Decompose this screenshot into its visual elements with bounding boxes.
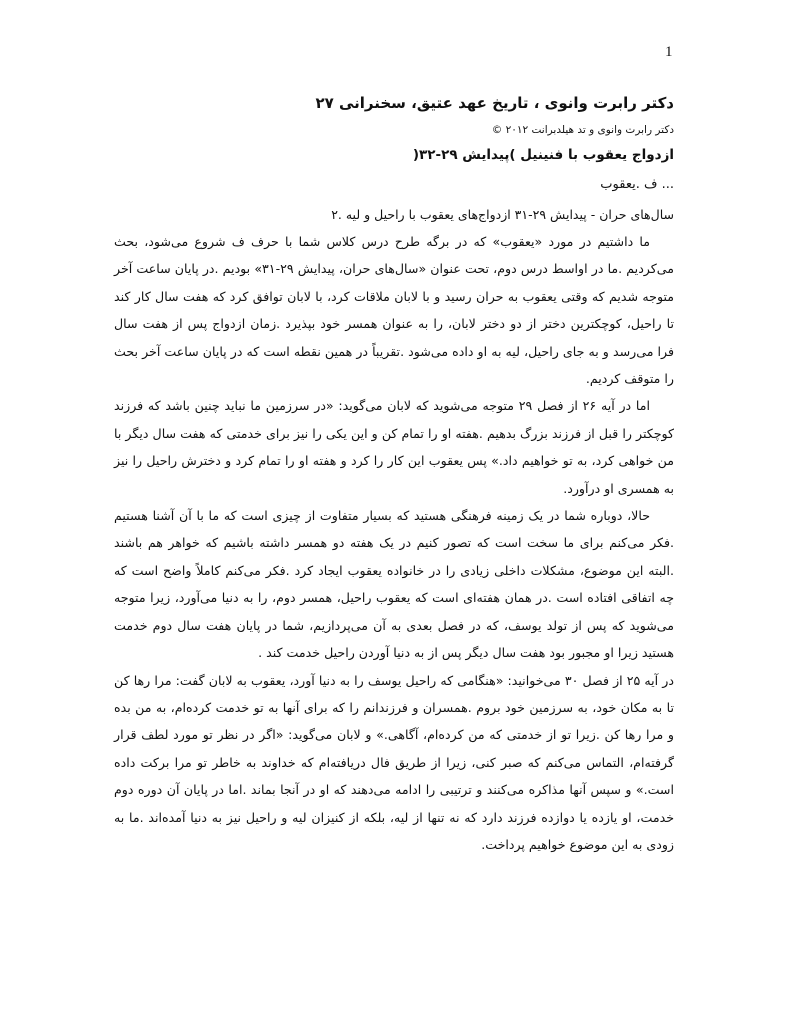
subsection-heading: سال‌های حران - پیدایش ۲۹-۳۱ ازدواج‌های یعقوب با راحیل و لیه .۲	[331, 207, 674, 222]
section-heading: ... ف .یعقوب	[600, 177, 674, 192]
paragraph-4: در آیه ۲۵ از فصل ۳۰ می‌خوانید: «هنگامی که راحیل یوسف را به دنیا آورد، یعقوب به لابان گفت: مرا رها کن تا به مکان خود، به سرزمین خود بروم .همسران و فرزندانم را که برای آنها به تو خدمت کرده‌ام، به من بده و مرا رها کن .زیرا تو از خدمتی که من کرده‌ام، آگاهی.» و لابان می‌گوید: «اگر در نظر تو مورد لطف قرار گرفته‌ام، التماس می‌کنم که صبر کنی، زیرا از طریق فال دریافته‌ام که خداوند به خاطر تو مرا برکت داده است.» و سپس آنها مذاکره می‌کنند و ترتیبی را ادامه می‌دهند که او در آنجا بماند .اما در پایان آن دوره دوم خدمت، او یازده یا دوازده فرزند دارد که نه تنها از لیه، بلکه از کنیزان لیه و راحیل نیز به دنیا آمده‌اند .ما به زودی به این موضوع خواهیم پرداخت.	[114, 672, 674, 852]
paragraph-1: ما داشتیم در مورد «یعقوب» که در برگه طرح درس کلاس شما با حرف ف شروع می‌شود، بحث می‌کردیم .ما در اواسط درس دوم، تحت عنوان «سال‌های حران، پیدایش ۲۹-۳۱» بودیم .در پایان ساعت آخر متوجه شدیم که وقتی یعقوب به حران رسید و با لابان ملاقات کرد، با لابان توافق کرد که هفت سال کار کند تا راحیل، کوچکترین دختر از دو دختر لابان، را به عنوان همسر خود بپذیرد .زمان ازدواج پس از هفت سال فرا می‌رسد و به جای راحیل، لیه به او داده می‌شود .تقریباً در همین نقطه است که در پایان ساعت آخر بحث را متوقف کردیم.	[114, 234, 674, 387]
lecture-title: دکتر رابرت وانوی ، تاریخ عهد عتیق، سخنرانی ۲۷	[315, 94, 674, 112]
page-number: 1	[665, 44, 673, 60]
copyright-line: دکتر رابرت وانوی و تد هیلدبرانت ۲۰۱۲ ©	[491, 124, 674, 136]
paragraph-2: اما در آیه ۲۶ از فصل ۲۹ متوجه می‌شوید که لابان می‌گوید: «در سرزمین ما نباید چنین باشد که فرزند کوچکتر را قبل از فرزند بزرگ بدهیم .هفته او را تمام کن و این یکی را نیز برای خدمتی که هفت سال دیگر با من خواهی کرد، به تو خواهیم داد.» پس یعقوب این کار را کرد و هفته او را تمام کرد و دخترش راحیل را نیز به همسری او درآورد.	[114, 398, 674, 496]
paragraph-3: حالا، دوباره شما در یک زمینه فرهنگی هستید که بسیار متفاوت از چیزی است که ما با آن آشنا هستیم .فکر می‌کنم برای ما سخت است که تصور کنیم در یک هفته دو همسر داشته باشیم که خواهر هم باشند .البته این موضوع، مشکلات داخلی زیادی را در خانواده یعقوب ایجاد کرد .فکر می‌کنم کاملاً واضح است که چه اتفاقی افتاده است .در همان هفته‌ای است که یعقوب راحیل، همسر دوم، را به دنیا می‌آورد، زیرا متوجه می‌شوید که پس از تولد یوسف، که در فصل بعدی به آن می‌پردازیم، شما در پایان هفت سال دوم خدمت هستید زیرا او مجبور بود هفت سال دیگر پس از به دنیا آوردن راحیل خدمت کند .	[114, 508, 674, 661]
lecture-subtitle: ازدواج یعقوب با فنینیل )پیدایش ۲۹-۳۲(	[412, 147, 674, 163]
document-body	[114, 90, 674, 858]
